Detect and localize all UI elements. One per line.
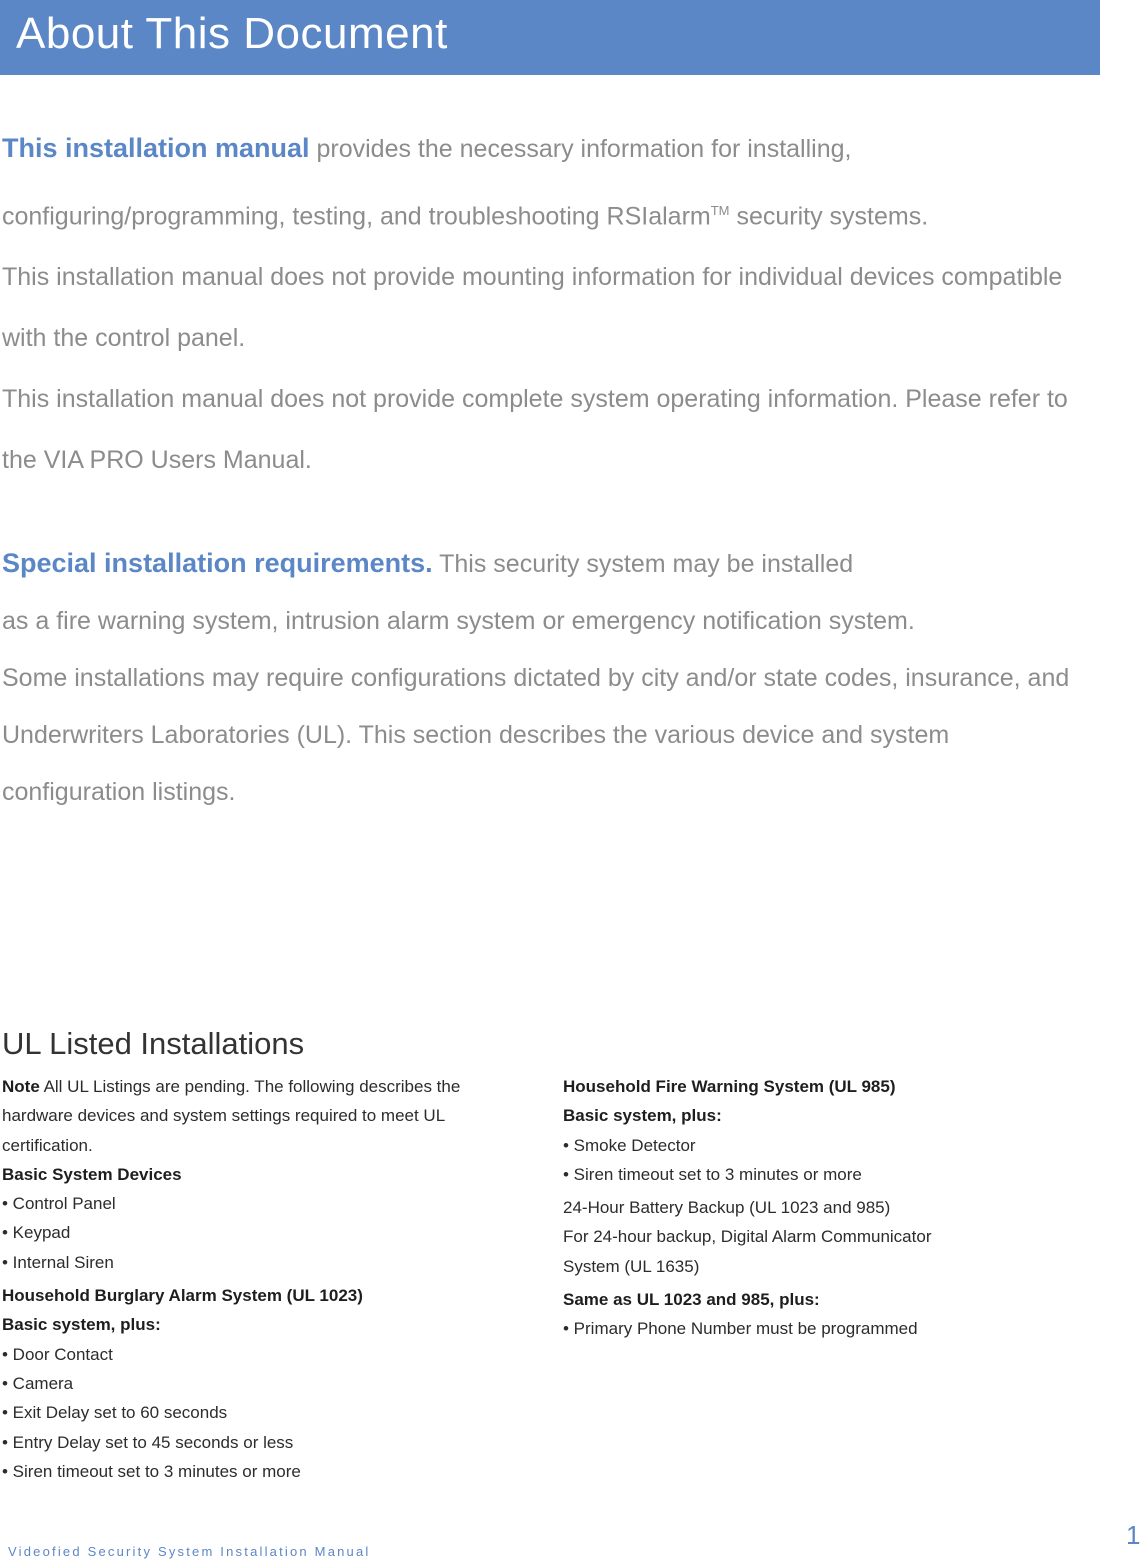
special-requirements-paragraph bbox=[2, 535, 1082, 650]
intro-paragraph-5: Some installations may require configurations dictated by city and/or state codes, insurance, and Underwriters Laboratories (UL). This section describes the various device and system configuration listings. bbox=[2, 664, 1070, 807]
burglary-subtitle: Basic system, plus: bbox=[2, 1315, 161, 1335]
special-text-1: This security system may be installed bbox=[432, 550, 854, 579]
list-item: • Keypad bbox=[2, 1223, 71, 1243]
same-as-title: Same as UL 1023 and 985, plus: bbox=[563, 1290, 820, 1310]
list-item: • Siren timeout set to 3 minutes or more bbox=[563, 1164, 862, 1184]
intro-text-3: security systems. bbox=[729, 202, 929, 231]
list-item: • Entry Delay set to 45 seconds or less bbox=[2, 1432, 294, 1452]
basic-devices-title: Basic System Devices bbox=[2, 1164, 182, 1184]
note-text: All UL Listings are pending. The following describes the hardware devices and system settings required to meet UL certification. bbox=[2, 1077, 461, 1155]
fire-subtitle: Basic system, plus: bbox=[563, 1106, 722, 1126]
intro-text-1: provides the necessary information for installing, bbox=[309, 135, 852, 163]
fire-title: Household Fire Warning System (UL 985) bbox=[563, 1077, 896, 1096]
list-item: • Siren timeout set to 3 minutes or more bbox=[2, 1461, 301, 1481]
ul-left-column bbox=[2, 1072, 522, 1486]
header-bar bbox=[0, 0, 1100, 75]
note-paragraph bbox=[2, 1072, 522, 1160]
note-label: Note bbox=[2, 1077, 40, 1096]
list-item: • Control Panel bbox=[2, 1194, 116, 1214]
intro-lead: This installation manual bbox=[2, 133, 310, 163]
intro-paragraph-1 bbox=[2, 118, 1082, 247]
battery-line-2: For 24-hour backup, Digital Alarm Communicator bbox=[563, 1227, 932, 1247]
list-item: • Internal Siren bbox=[2, 1252, 114, 1272]
special-text-2: as a fire warning system, intrusion alarm system or emergency notification system. bbox=[2, 607, 915, 636]
page-title: About This Document bbox=[16, 9, 448, 58]
page-number: 1 bbox=[1126, 1520, 1140, 1550]
intro-paragraph-3: This installation manual does not provide complete system operating information. Please refer to the VIA PRO Users Manual. bbox=[2, 385, 1068, 475]
intro-text-2: configuring/programming, testing, and troubleshooting RSIalarm bbox=[2, 202, 711, 231]
battery-line-3: System (UL 1635) bbox=[563, 1256, 700, 1276]
list-item: • Smoke Detector bbox=[563, 1135, 696, 1155]
list-item: • Primary Phone Number must be programmed bbox=[563, 1319, 918, 1339]
special-lead: Special installation requirements. bbox=[2, 548, 433, 579]
list-item: • Exit Delay set to 60 seconds bbox=[2, 1403, 228, 1423]
burglary-title: Household Burglary Alarm System (UL 1023) bbox=[2, 1286, 363, 1306]
ul-right-column bbox=[563, 1072, 1003, 1344]
intro-paragraph-2: This installation manual does not provide mounting information for individual devices compatible with the control panel. bbox=[2, 263, 1063, 353]
intro-section bbox=[2, 118, 1082, 821]
ul-section-title: UL Listed Installations bbox=[2, 1026, 305, 1061]
footer-manual-title: Videofied Security System Installation Manual bbox=[8, 1544, 371, 1559]
battery-line-1: 24-Hour Battery Backup (UL 1023 and 985) bbox=[563, 1198, 891, 1218]
list-item: • Door Contact bbox=[2, 1344, 113, 1364]
list-item: • Camera bbox=[2, 1373, 74, 1393]
trademark: TM bbox=[710, 203, 730, 218]
